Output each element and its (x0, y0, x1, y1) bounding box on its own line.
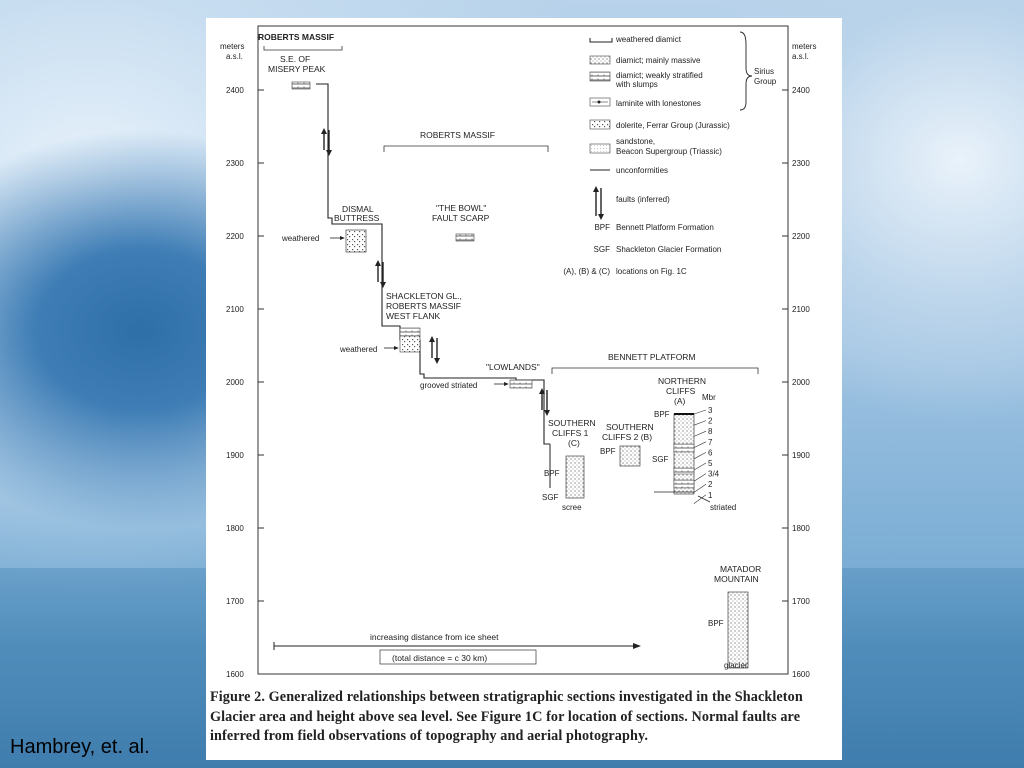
y-tick-right-6: 1800 (792, 524, 810, 533)
y-tick-left-1: 2300 (226, 159, 244, 168)
right-axis-unit-2: a.s.l. (792, 52, 809, 61)
sc2-bpf: BPF (600, 447, 616, 456)
y-tick-left-4: 2000 (226, 378, 244, 387)
sc1-bpf: BPF (544, 469, 560, 478)
column-southern-cliffs-2 (620, 446, 640, 466)
author-credit: Hambrey, et. al. (10, 736, 150, 758)
label-mbr: Mbr (702, 393, 716, 402)
y-tick-right-1: 2300 (792, 159, 810, 168)
label-shackleton-2: ROBERTS MASSIF (386, 301, 461, 311)
stratigraphic-diagram (206, 18, 842, 686)
label-nc-3: (A) (674, 396, 686, 406)
label-sc2-2: CLIFFS 2 (B) (602, 432, 653, 442)
column-shackleton-lower (400, 336, 420, 352)
column-the-bowl (456, 234, 474, 241)
legend-diamict-strat: diamict; weakly stratified (616, 71, 703, 80)
legend-faults: faults (inferred) (616, 195, 670, 204)
member-label-6: 3/4 (708, 469, 720, 479)
legend-beacon: Beacon Supergroup (Triassic) (616, 147, 722, 156)
member-label-0: 3 (708, 406, 713, 415)
arrow-label: increasing distance from ice sheet (370, 632, 499, 642)
matador-bpf: BPF (708, 619, 724, 628)
label-misery-peak-1: S.E. OF (280, 54, 311, 64)
member-label-2: 8 (708, 427, 713, 437)
column-shackleton-upper (400, 328, 420, 336)
y-tick-right-8: 1600 (792, 670, 810, 679)
member-label-8: 1 (708, 490, 713, 500)
legend-unconformities: unconformities (616, 166, 669, 175)
label-matador-2: MOUNTAIN (714, 574, 759, 584)
label-sc1-3: (C) (568, 438, 580, 448)
y-tick-right-0: 2400 (792, 86, 810, 95)
label-the-bowl-1: "THE BOWL" (436, 203, 487, 213)
label-lowlands: "LOWLANDS" (486, 362, 540, 372)
nc-bpf: BPF (654, 410, 670, 419)
label-dismal-1: DISMAL (342, 204, 374, 214)
legend-dolerite: dolerite, Ferrar Group (Jurassic) (616, 121, 730, 130)
column-matador (728, 592, 748, 668)
total-distance: (total distance = c 30 km) (392, 653, 488, 663)
annotation-weathered-1: weathered (282, 234, 320, 243)
y-tick-left-2: 2200 (226, 232, 244, 241)
column-southern-cliffs-1 (566, 456, 584, 498)
sc1-sgf: SGF (542, 493, 559, 502)
label-bennett-platform: BENNETT PLATFORM (608, 352, 696, 362)
y-tick-left-7: 1700 (226, 597, 244, 606)
column-lowlands (510, 380, 532, 388)
legend (563, 32, 776, 276)
member-label-5: 5 (708, 459, 713, 468)
member-label-7: 2 (708, 480, 713, 490)
left-axis-unit-2: a.s.l. (226, 52, 243, 61)
label-nc-1: NORTHERN (658, 376, 707, 386)
column-northern-cliffs (674, 414, 694, 494)
abbr-text-0: Bennett Platform Formation (616, 223, 714, 232)
abbr-text-1: Shackleton Glacier Formation (616, 245, 722, 254)
legend-sandstone: sandstone, (616, 137, 656, 146)
matador-glacier: glacier (724, 661, 748, 670)
label-the-bowl-2: FAULT SCARP (432, 213, 490, 223)
abbr-key-2: (A), (B) & (C) (563, 267, 610, 276)
y-tick-left-5: 1900 (226, 451, 244, 460)
label-sc1-2: CLIFFS 1 (552, 428, 589, 438)
y-tick-right-2: 2200 (792, 232, 810, 241)
label-shackleton-1: SHACKLETON GL., (386, 291, 462, 301)
y-tick-left-0: 2400 (226, 86, 244, 95)
y-tick-right-5: 1900 (792, 451, 810, 460)
legend-sirius: Sirius (754, 67, 775, 76)
y-tick-right-3: 2100 (792, 305, 810, 314)
legend-group: Group (754, 77, 777, 86)
left-axis-unit: meters (220, 42, 245, 51)
legend-diamict-massive: diamict; mainly massive (616, 56, 701, 65)
fault-symbols (321, 128, 550, 416)
figure-panel (206, 18, 842, 760)
abbr-text-2: locations on Fig. 1C (616, 267, 687, 276)
column-misery-peak (292, 82, 310, 89)
sc1-scree: scree (562, 503, 582, 512)
member-label-4: 6 (708, 448, 713, 458)
nc-striated: striated (710, 503, 737, 512)
abbr-key-0: BPF (594, 223, 610, 232)
legend-abbreviations (563, 223, 721, 276)
bracket-bennett (552, 368, 758, 374)
y-tick-right-7: 1700 (792, 597, 810, 606)
legend-diamict-strat-2: with slumps (616, 80, 658, 89)
label-dismal-2: BUTTRESS (334, 213, 380, 223)
label-roberts-massif: ROBERTS MASSIF (420, 130, 495, 140)
bracket-roberts-massif (384, 146, 548, 152)
bracket-roberts-top (264, 46, 342, 50)
label-misery-peak-2: MISERY PEAK (268, 64, 326, 74)
legend-weathered: weathered diamict (616, 35, 681, 44)
legend-laminite: laminite with lonestones (616, 99, 701, 108)
member-label-3: 7 (708, 437, 713, 447)
label-shackleton-3: WEST FLANK (386, 311, 441, 321)
nc-sgf: SGF (652, 455, 669, 464)
y-tick-right-4: 2000 (792, 378, 810, 387)
right-axis-unit: meters (792, 42, 817, 51)
figure-caption: Figure 2. Generalized relationships between stratigraphic sections investigated in the Shackleton Glacier area and height above sea level. See Figure 1C for location of sections. Normal faults are inferred from field observations of topography and aerial photography. (210, 689, 803, 744)
label-matador-1: MATADOR (720, 564, 762, 574)
y-tick-left-6: 1800 (226, 524, 244, 533)
label-sc2-1: SOUTHERN (606, 422, 654, 432)
y-tick-left-8: 1600 (226, 670, 244, 679)
abbr-key-1: SGF (593, 245, 610, 254)
y-tick-left-3: 2100 (226, 305, 244, 314)
member-label-1: 2 (708, 416, 713, 426)
annotation-grooved-striated: grooved striated (420, 381, 478, 390)
annotation-weathered-2: weathered (340, 345, 378, 354)
column-dismal-buttress (346, 230, 366, 252)
label-roberts-massif-top: ROBERTS MASSIF (258, 32, 335, 42)
label-sc1-1: SOUTHERN (548, 418, 596, 428)
member-labels (694, 406, 720, 504)
label-nc-2: CLIFFS (666, 386, 696, 396)
